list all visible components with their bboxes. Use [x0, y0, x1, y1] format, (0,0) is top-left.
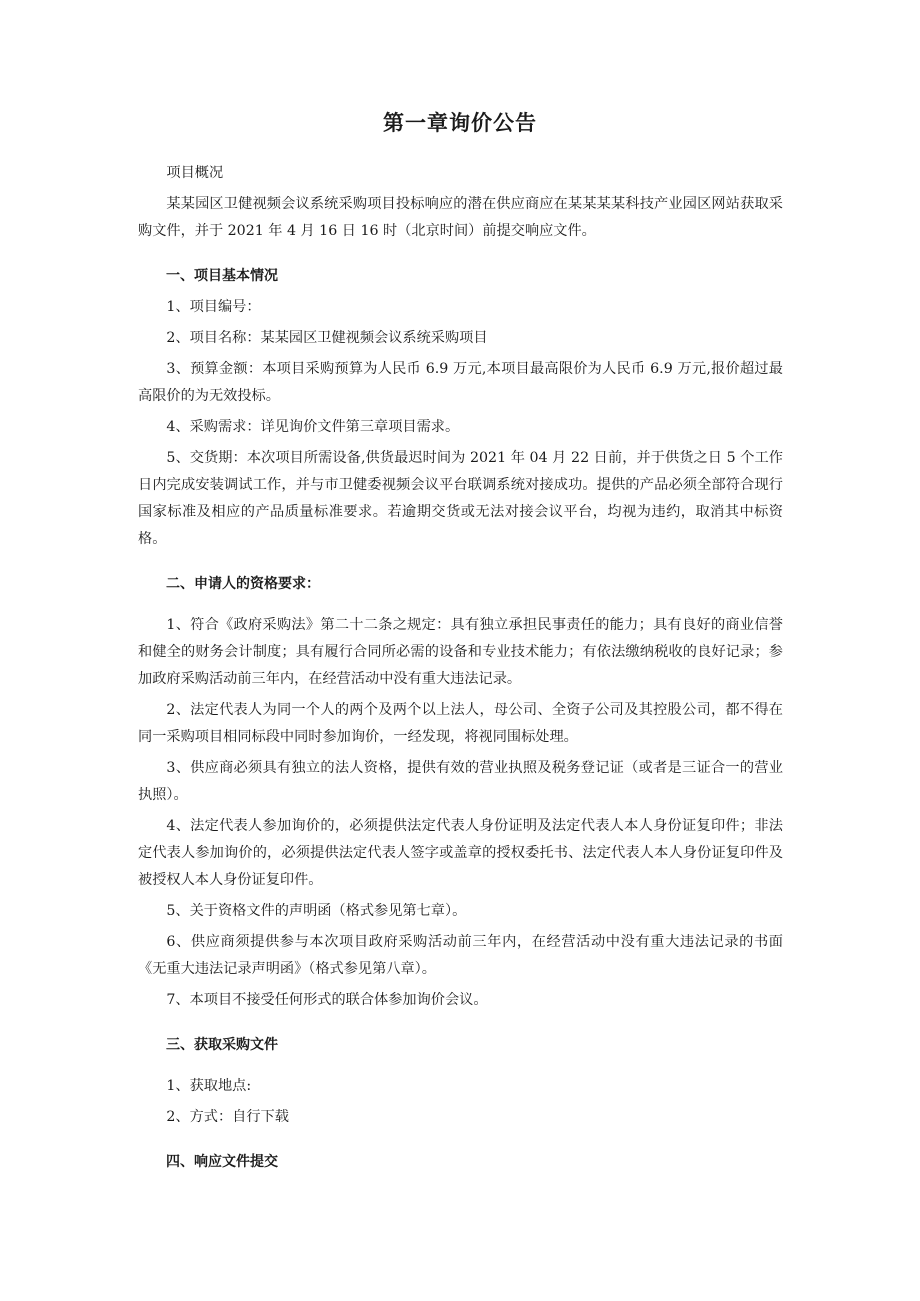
overview-label: 项目概况 — [166, 165, 224, 181]
document-title: 第一章询价公告 — [383, 111, 537, 135]
qualification-item: 7、本项目不接受任何形式的联合体参加询价会议。 — [166, 992, 488, 1008]
section-heading-submission: 四、响应文件提交 — [166, 1154, 278, 1170]
qualification-item: 4、法定代表人参加询价的，必须提供法定代表人身份证明及法定代表人本人身份证复印件；非法定代表人参加询价的，必须提供法定代表人签字或盖章的授权委托书、法定代表人本人身份证复印件及被授权人本人身份证复印件。 — [138, 818, 783, 888]
qualification-item: 2、法定代表人为同一个人的两个及两个以上法人，母公司、全资子公司及其控股公司，都不得在同一采购项目相同标段中同时参加询价，一经发现，将视同围标处理。 — [138, 702, 783, 745]
qualification-item: 3、供应商必须具有独立的法人资格，提供有效的营业执照及税务登记证（或者是三证合一的营业执照）。 — [138, 760, 783, 803]
basic-info-item: 4、采购需求：详见询价文件第三章项目需求。 — [166, 419, 460, 435]
qualification-item: 6、供应商须提供参与本次项目政府采购活动前三年内，在经营活动中没有重大违法记录的书面《无重大违法记录声明函》（格式参见第八章）。 — [138, 934, 783, 977]
overview-text: 某某园区卫健视频会议系统采购项目投标响应的潜在供应商应在某某某某科技产业园区网站获取采购文件，并于 2021 年 4 月 16 日 16 时（北京时间）前提交响应文件。 — [138, 196, 783, 239]
section-heading-obtain-documents: 三、获取采购文件 — [166, 1037, 278, 1053]
basic-info-item: 5、交货期：本次项目所需设备,供货最迟时间为 2021 年 04 月 22 日前，并于供货之日 5 个工作日内完成安装调试工作，并与市卫健委视频会议平台联调系统对接成功。提供的产品必须全部符合现行国家标准及相应的产品质量标准要求。若逾期交货或无法对接会议平台，均视为违约，取消其中标资格。 — [138, 450, 783, 547]
basic-info-item: 3、预算金额：本项目采购预算为人民币 6.9 万元,本项目最高限价为人民币 6.9 万元,报价超过最高限价的为无效投标。 — [138, 361, 783, 404]
document-body — [138, 160, 783, 1176]
section-heading-qualification: 二、申请人的资格要求： — [166, 576, 320, 592]
section-heading-basic-info: 一、项目基本情况 — [166, 268, 278, 284]
qualification-item: 5、关于资格文件的声明函（格式参见第七章）。 — [166, 903, 467, 919]
qualification-item: 1、符合《政府采购法》第二十二条之规定：具有独立承担民事责任的能力；具有良好的商业信誉和健全的财务会计制度；具有履行合同所必需的设备和专业技术能力；有依法缴纳税收的良好记录；参加政府采购活动前三年内，在经营活动中没有重大违法记录。 — [138, 617, 783, 687]
obtain-documents-item: 2、方式：自行下载 — [166, 1109, 289, 1125]
obtain-documents-item: 1、获取地点: — [166, 1078, 252, 1094]
basic-info-item: 2、项目名称：某某园区卫健视频会议系统采购项目 — [166, 330, 488, 346]
basic-info-item: 1、项目编号： — [166, 299, 261, 315]
